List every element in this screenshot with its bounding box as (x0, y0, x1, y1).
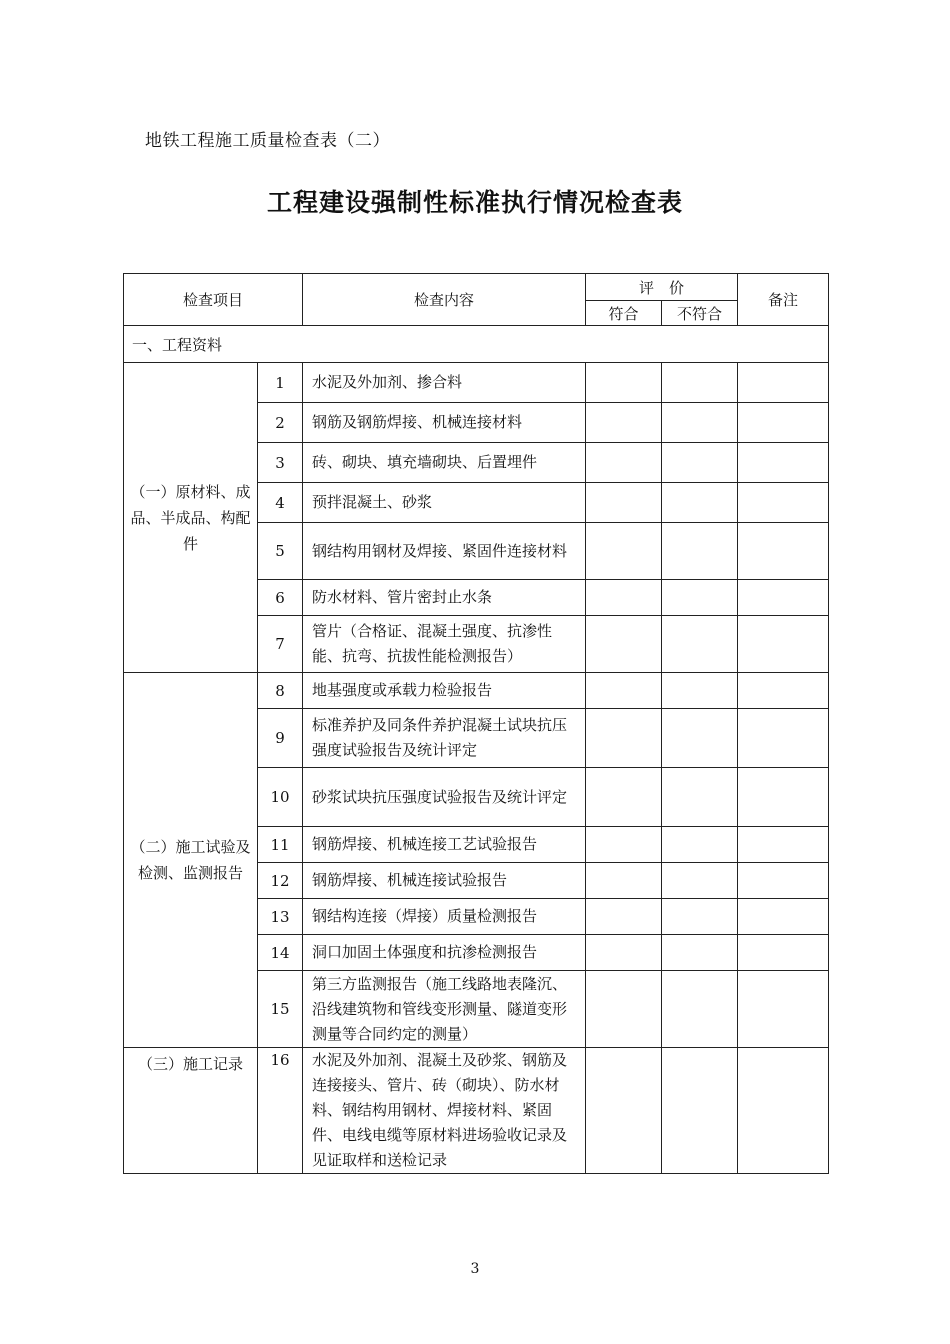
header-nonconform: 不符合 (662, 301, 738, 326)
item-content: 水泥及外加剂、混凝土及砂浆、钢筋及连接接头、管片、砖（砌块）、防水材料、钢结构用钢材、焊接材料、紧固件、电线电缆等原材料进场验收记录及见证取样和送检记录 (303, 1048, 586, 1174)
item-content: 第三方监测报告（施工线路地表隆沉、沿线建筑物和管线变形测量、隧道变形测量等合同约定的测量） (303, 971, 586, 1048)
item-content: 标准养护及同条件养护混凝土试块抗压强度试验报告及统计评定 (303, 709, 586, 768)
item-content: 砖、砌块、填充墙砌块、后置埋件 (303, 443, 586, 483)
inspection-table (123, 273, 829, 1174)
remark-cell[interactable] (738, 403, 829, 443)
nonconform-cell[interactable] (662, 709, 738, 768)
item-number: 14 (258, 935, 303, 971)
section-engineering-data: 一、工程资料 (124, 326, 829, 363)
remark-cell[interactable] (738, 971, 829, 1048)
nonconform-cell[interactable] (662, 616, 738, 673)
conform-cell[interactable] (586, 580, 662, 616)
remark-cell[interactable] (738, 768, 829, 827)
item-content: 管片（合格证、混凝土强度、抗渗性能、抗弯、抗拔性能检测报告） (303, 616, 586, 673)
conform-cell[interactable] (586, 443, 662, 483)
remark-cell[interactable] (738, 863, 829, 899)
item-content: 钢筋及钢筋焊接、机械连接材料 (303, 403, 586, 443)
nonconform-cell[interactable] (662, 971, 738, 1048)
item-number: 2 (258, 403, 303, 443)
nonconform-cell[interactable] (662, 580, 738, 616)
remark-cell[interactable] (738, 827, 829, 863)
nonconform-cell[interactable] (662, 523, 738, 580)
conform-cell[interactable] (586, 768, 662, 827)
conform-cell[interactable] (586, 899, 662, 935)
document-subtitle: 地铁工程施工质量检查表（二） (145, 131, 390, 151)
item-number: 12 (258, 863, 303, 899)
conform-cell[interactable] (586, 827, 662, 863)
header-check-item: 检查项目 (124, 274, 303, 326)
nonconform-cell[interactable] (662, 483, 738, 523)
nonconform-cell[interactable] (662, 363, 738, 403)
conform-cell[interactable] (586, 1048, 662, 1174)
conform-cell[interactable] (586, 935, 662, 971)
item-number: 9 (258, 709, 303, 768)
item-number: 3 (258, 443, 303, 483)
item-number: 6 (258, 580, 303, 616)
conform-cell[interactable] (586, 709, 662, 768)
nonconform-cell[interactable] (662, 863, 738, 899)
remark-cell[interactable] (738, 363, 829, 403)
remark-cell[interactable] (738, 483, 829, 523)
item-content: 钢筋焊接、机械连接工艺试验报告 (303, 827, 586, 863)
header-evaluation: 评 价 (586, 274, 738, 301)
page-number: 3 (470, 1261, 480, 1277)
conform-cell[interactable] (586, 863, 662, 899)
table-row (124, 363, 829, 403)
nonconform-cell[interactable] (662, 935, 738, 971)
remark-cell[interactable] (738, 443, 829, 483)
nonconform-cell[interactable] (662, 1048, 738, 1174)
item-number: 7 (258, 616, 303, 673)
item-number: 15 (258, 971, 303, 1048)
item-number: 11 (258, 827, 303, 863)
conform-cell[interactable] (586, 971, 662, 1048)
section-row (124, 326, 829, 363)
nonconform-cell[interactable] (662, 673, 738, 709)
item-content: 地基强度或承载力检验报告 (303, 673, 586, 709)
nonconform-cell[interactable] (662, 443, 738, 483)
item-number: 13 (258, 899, 303, 935)
nonconform-cell[interactable] (662, 899, 738, 935)
group-label: （一）原材料、成品、半成品、构配件 (124, 363, 258, 673)
conform-cell[interactable] (586, 523, 662, 580)
item-content: 洞口加固土体强度和抗渗检测报告 (303, 935, 586, 971)
conform-cell[interactable] (586, 363, 662, 403)
remark-cell[interactable] (738, 899, 829, 935)
nonconform-cell[interactable] (662, 768, 738, 827)
header-check-content: 检查内容 (303, 274, 586, 326)
conform-cell[interactable] (586, 403, 662, 443)
conform-cell[interactable] (586, 616, 662, 673)
remark-cell[interactable] (738, 935, 829, 971)
nonconform-cell[interactable] (662, 827, 738, 863)
item-number: 5 (258, 523, 303, 580)
group-label: （三）施工记录 (124, 1048, 258, 1174)
nonconform-cell[interactable] (662, 403, 738, 443)
item-number: 16 (258, 1048, 303, 1174)
table-row (124, 1048, 829, 1174)
header-remark: 备注 (738, 274, 829, 326)
item-content: 砂浆试块抗压强度试验报告及统计评定 (303, 768, 586, 827)
item-number: 1 (258, 363, 303, 403)
item-number: 4 (258, 483, 303, 523)
item-content: 防水材料、管片密封止水条 (303, 580, 586, 616)
item-content: 钢结构用钢材及焊接、紧固件连接材料 (303, 523, 586, 580)
header-row-1 (124, 274, 829, 301)
item-content: 钢筋焊接、机械连接试验报告 (303, 863, 586, 899)
conform-cell[interactable] (586, 483, 662, 523)
remark-cell[interactable] (738, 616, 829, 673)
remark-cell[interactable] (738, 673, 829, 709)
remark-cell[interactable] (738, 709, 829, 768)
table-row (124, 673, 829, 709)
item-content: 水泥及外加剂、掺合料 (303, 363, 586, 403)
item-number: 8 (258, 673, 303, 709)
document-title: 工程建设强制性标准执行情况检查表 (266, 188, 683, 217)
remark-cell[interactable] (738, 523, 829, 580)
item-content: 钢结构连接（焊接）质量检测报告 (303, 899, 586, 935)
item-number: 10 (258, 768, 303, 827)
remark-cell[interactable] (738, 1048, 829, 1174)
group-label: （二）施工试验及检测、监测报告 (124, 673, 258, 1048)
conform-cell[interactable] (586, 673, 662, 709)
item-content: 预拌混凝土、砂浆 (303, 483, 586, 523)
remark-cell[interactable] (738, 580, 829, 616)
header-conform: 符合 (586, 301, 662, 326)
